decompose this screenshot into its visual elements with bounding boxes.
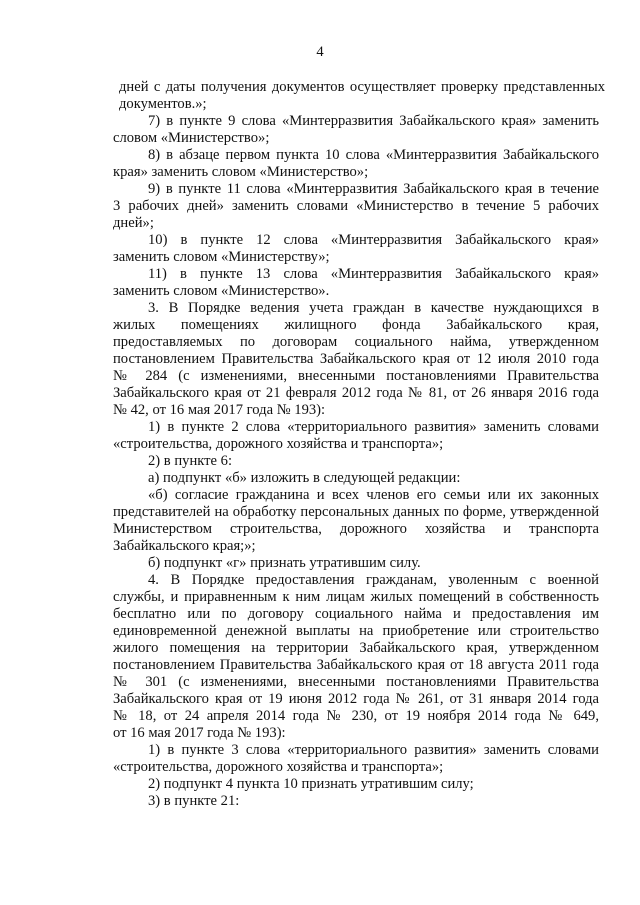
text-line: 3) в пункте 21: xyxy=(148,793,240,809)
text-line: Забайкальского края от 19 июня 2012 года № 261, от 31 января 2014 года xyxy=(113,691,599,707)
text-line: заменить словом «Министерство». xyxy=(113,283,330,299)
text-line: заменить словом «Министерству»; xyxy=(113,249,330,265)
text-line: 3. В Порядке ведения учета граждан в качестве нуждающихся в xyxy=(148,300,599,316)
text-line: службы, и приравненным к ним лицам жилых помещений в собственность xyxy=(113,589,599,605)
text-line: № 284 (с изменениями, внесенными постановлениями Правительства xyxy=(113,368,599,384)
text-line: предоставляемых по договорам социального найма, утвержденном xyxy=(113,334,599,350)
text-line: постановлением Правительства Забайкальского края от 12 июля 2010 года xyxy=(113,351,599,367)
text-line: от 16 мая 2017 года № 193): xyxy=(113,725,286,741)
text-line: «строительства, дорожного хозяйства и транспорта»; xyxy=(113,436,444,452)
text-line: № 301 (с изменениями, внесенными постановлениями Правительства xyxy=(113,674,599,690)
text-line: бесплатно или по договору социального найма и предоставления им xyxy=(113,606,599,622)
text-line: 3 рабочих дней» заменить словами «Министерство в течение 5 рабочих xyxy=(113,198,599,214)
text-line: документов.»; xyxy=(119,96,207,112)
text-line: 1) в пункте 2 слова «территориального развития» заменить словами xyxy=(148,419,599,435)
text-line: 8) в абзаце первом пункта 10 слова «Минтерразвития Забайкальского xyxy=(148,147,599,163)
text-line: края» заменить словом «Министерство»; xyxy=(113,164,369,180)
page-number: 4 xyxy=(316,44,324,60)
text-line: единовременной денежной выплаты на приобретение или строительство xyxy=(113,623,599,639)
text-line: «строительства, дорожного хозяйства и транспорта»; xyxy=(113,759,444,775)
text-line: № 18, от 24 апреля 2014 года № 230, от 19 ноября 2014 года № 649, xyxy=(113,708,599,724)
text-line: 11) в пункте 13 слова «Минтерразвития Забайкальского края» xyxy=(148,266,599,282)
text-line: 10) в пункте 12 слова «Минтерразвития Забайкальского края» xyxy=(148,232,599,248)
text-line: б) подпункт «г» признать утратившим силу. xyxy=(148,555,421,571)
text-line: 1) в пункте 3 слова «территориального развития» заменить словами xyxy=(148,742,599,758)
text-line: жилых помещениях жилищного фонда Забайкальского края, xyxy=(113,317,599,333)
text-line: 7) в пункте 9 слова «Минтерразвития Забайкальского края» заменить xyxy=(148,113,599,129)
text-line: Министерством строительства, дорожного хозяйства и транспорта xyxy=(113,521,599,537)
text-line: 2) подпункт 4 пункта 10 признать утратившим силу; xyxy=(148,776,474,792)
text-line: 4. В Порядке предоставления гражданам, уволенным с военной xyxy=(148,572,599,588)
text-line: представителей на обработку персональных данных по форме, утвержденной xyxy=(113,504,599,520)
text-line: дней с даты получения документов осуществляет проверку представленных xyxy=(119,79,605,95)
text-line: Забайкальского края от 21 февраля 2012 года № 81, от 26 января 2016 года xyxy=(113,385,599,401)
text-line: дней»; xyxy=(113,215,154,231)
text-line: 2) в пункте 6: xyxy=(148,453,233,469)
text-line: № 42, от 16 мая 2017 года № 193): xyxy=(113,402,326,418)
text-line: словом «Министерство»; xyxy=(113,130,270,146)
text-line: жилого помещения на территории Забайкальского края, утвержденном xyxy=(113,640,599,656)
text-line: Забайкальского края;»; xyxy=(113,538,256,554)
text-line: «б) согласие гражданина и всех членов его семьи или их законных xyxy=(148,487,599,503)
text-line: а) подпункт «б» изложить в следующей редакции: xyxy=(148,470,461,486)
text-line: постановлением Правительства Забайкальского края от 18 августа 2011 года xyxy=(113,657,599,673)
text-line: 9) в пункте 11 слова «Минтерразвития Забайкальского края в течение xyxy=(148,181,599,197)
